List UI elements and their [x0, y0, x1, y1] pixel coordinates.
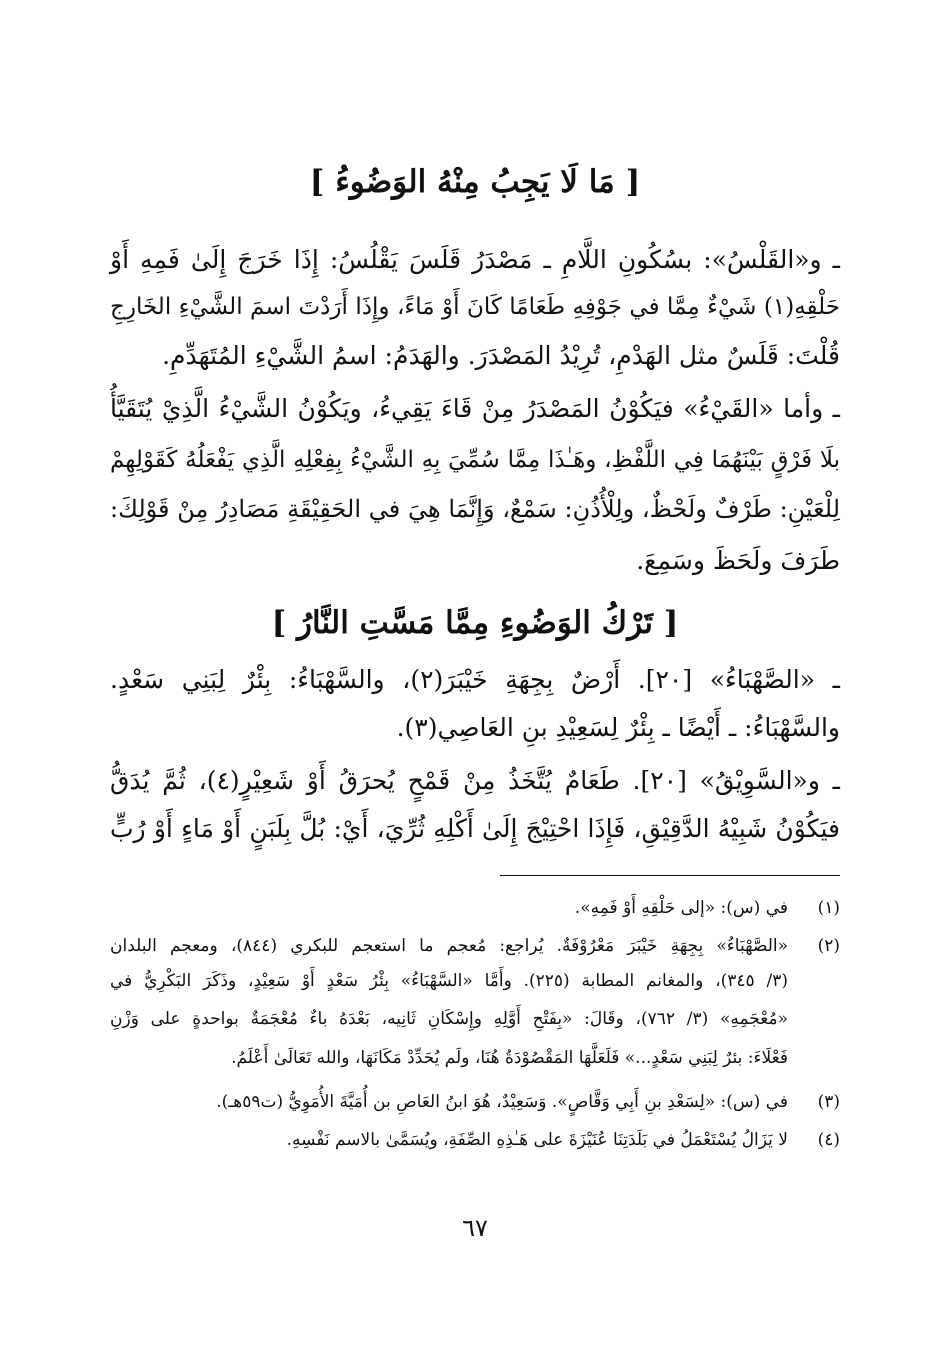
body-line: قُلْتَ: قَلَسٌ مثل الهَدْمِ، تُرِيْدُ المَصْدَرَ. والهَدَمُ: اسمُ الشَّيْءِ المُتَهَدِّمِ. [162, 341, 840, 370]
footnote-text: «الصَّهْبَاءُ» بِجِهَةِ خَيْبَرَ مَعْرُوْفَةٌ. يُراجع: مُعجم ما استعجم للبكري (٨٤٤)، ومعجم البلدان [110, 936, 788, 956]
body-line: ـ وأما «القَيْءُ» فيَكُوْنُ المَصْدَرُ مِنْ قَاءَ يَقِيءُ، ويَكُوْنُ الشَّيْءُ الَّذِيْ يُتَقَيَّأُ [110, 394, 840, 423]
body-line: ـ و«القَلْسُ»: بسُكُونِ اللَّامِ ـ مَصْدَرُ قَلَسَ يَقْلُسُ: إِذَا خَرَجَ إِلَىٰ فَمِهِ أَوْ [110, 245, 840, 274]
footnote-text: فَعْلَاءَ: بئرٌ لِبَنِي سَعْدٍ...» فَلَعَلَّهَا المَقْصُوْدَةُ هُنَا، ولَم يُحَدِّدْ مَكَانَهَا، والله تَعَالَىٰ أَعْلَمُ. [231, 1048, 788, 1068]
body-line: فيَكُوْنُ شَبِيْهُ الدَّقِيْقِ، فَإِذَا احْتِيْجَ إِلَىٰ أَكْلِهِ ثُرِّيَ، أَيْ: بُلَّ بِلَبَنٍ أَوْ مَاءٍ أَوْ رُبٍّ [110, 814, 840, 843]
body-line: ـ و«السَّوِيْقُ» [٢٠]. طَعَامٌ يُتَّخَذُ مِنْ قَمْحٍ يُحرَقُ أَوْ شَعِيْرٍ(٤)، ثُمَّ يُدَقُّ [110, 766, 840, 795]
body-line: طَرَفَ ولَحَظَ وسَمِعَ. [636, 546, 840, 575]
footnote-number: (٣) [817, 1092, 840, 1112]
section-heading: [ مَا لَا يَجِبُ مِنْهُ الوَضُوءُ ] [309, 164, 641, 200]
footnote-text: (٣/ ٣٤٥)، والمغانم المطابة (٢٢٥). وأَمَّا «السَّهْبَاءُ» بِئْرُ سَعْدٍ أَوْ سَعِيْدٍ، وذَكَرَ البَكْرِيُّ في [110, 971, 788, 991]
footnote-text: في (س): «إلى حَلْقِهِ أَوْ فَمِهِ». [574, 898, 788, 918]
body-line: لِلْعَيْنِ: طَرْفٌ ولَحْظٌ، ولِلْأُذُنِ: سَمْعٌ، وَإِنَّمَا هِيَ في الحَقِيْقَةِ مَصَادِرُ مِنْ قَوْلِكَ: [110, 495, 840, 523]
footnote-number: (٤) [817, 1130, 840, 1150]
footnote-number: (١) [817, 898, 840, 918]
footnote-number: (٢) [817, 936, 840, 956]
body-line: والسَّهْبَاءُ: ـ أَيْضًا ـ بِئْرٌ لِسَعِيْدِ بنِ العَاصِي(٣). [396, 713, 840, 742]
footnote-separator [500, 875, 840, 876]
footnote-text: في (س): «لِسَعْدِ بنِ أَبِي وَقَّاصٍ». وَسَعِيْدٌ، هُوَ ابنُ العَاصِ بن أُمَيَّةَ الأُمَوِيُّ (ت٥٩هـ). [216, 1092, 788, 1112]
section-heading: [ تَرْكُ الوَضُوءِ مِمَّا مَسَّتِ النَّارُ ] [271, 605, 679, 641]
footnote-text: لا يَزَالُ يُسْتَعْمَلُ في بَلَدَتِنَا عُنَيْزَةَ على هَـٰذِهِ الصِّفَةِ، ويُسَمَّىٰ بالاسم نَفْسِهِ. [286, 1130, 788, 1150]
body-line: حَلْقِهِ(١) شَيْءٌ مِمَّا في جَوْفِهِ طَعَامًا كَانَ أَوْ مَاءً، وإِذَا أَرَدْتَ اسمَ الشَّيْءِ الخَارِجِ [110, 294, 840, 320]
page-number: ٦٧ [462, 1214, 488, 1242]
body-line: بلَا فَرْقٍ بَيْنَهُمَا فِي اللَّفْظِ، وهَـٰذَا مِمَّا سُمِّيَ بِهِ الشَّيْءُ بِفِعْلِهِ الَّذِي يَفْعَلُهُ كَقَوْلِهِمْ [110, 447, 840, 473]
footnote-text: «مُعْجَمِهِ» (٣/ ٧٦٢)، وقَالَ: «بِفَتْحِ أَوَّلِهِ وإِسْكَانِ ثَانِيه، بَعْدَهُ باءٌ مُعْجَمَةٌ بواحدةٍ على وَزْنِ [110, 1009, 788, 1029]
body-line: ـ «الصَّهْبَاءُ» [٢٠]. أَرْضٌ بِجِهَةِ خَيْبَرَ(٢)، والسَّهْبَاءُ: بِئْرٌ لِبَنِي سَعْدٍ. [110, 665, 840, 694]
